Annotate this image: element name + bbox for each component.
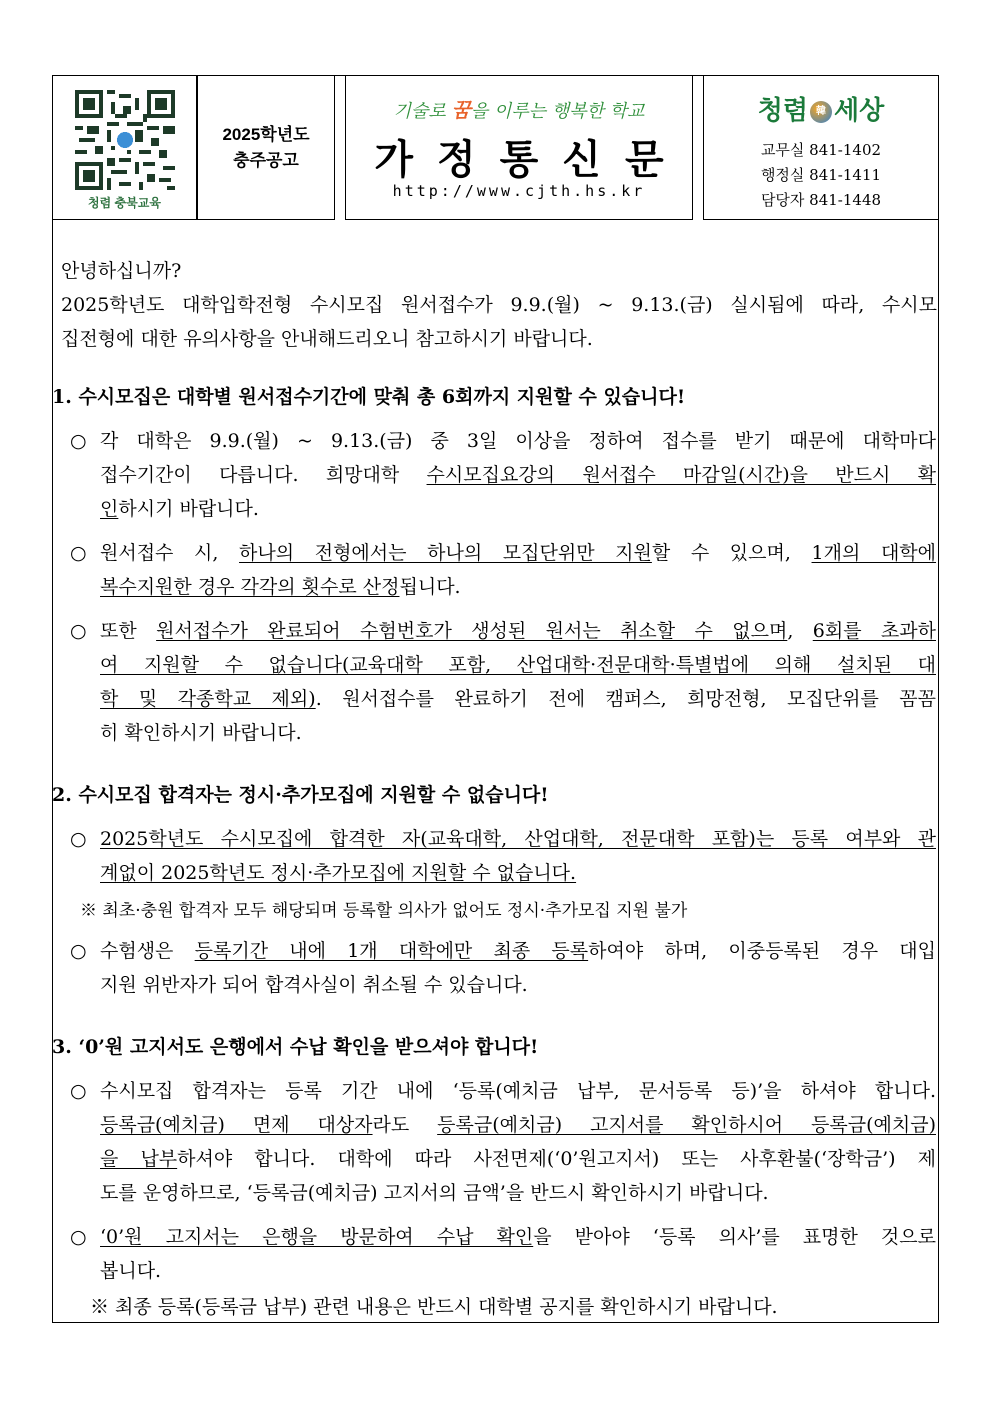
s2-b2-line-1: [100, 934, 936, 968]
s1-b1-underline-2: 인: [100, 498, 119, 520]
school-year-label: [198, 122, 334, 174]
contact-list: [704, 138, 938, 213]
s1-b3-underline: 원서접수가 완료되어 수험번호가 생성된 원서는 취소할 수 없으며: [156, 620, 788, 642]
logo-emblem-icon: 韓: [810, 101, 832, 123]
qr-caption: 청렴 충북교육: [88, 196, 161, 210]
intro-line-2: 집전형에 대한 유의사항을 안내해드리오니 참고하시기 바랍니다.: [61, 328, 593, 350]
bullet-icon: ○: [70, 1226, 87, 1248]
s2-b1-line-1: 2025학년도 수시모집에 합격한 자(교육대학, 산업대학, 전문대학 포함)는 등록 여부와 관: [100, 828, 936, 850]
s3-b2-line-1: [100, 1220, 936, 1254]
school-name: 충주공고: [233, 151, 299, 170]
s1-b1-line-3: [100, 492, 259, 526]
qr-code-icon: [75, 90, 175, 190]
s1-b1-line-2: [100, 458, 936, 492]
title-box: [345, 75, 693, 220]
contact-box: [703, 75, 939, 220]
s3-b1-text: 라도: [372, 1114, 438, 1136]
s1-b1-text-2: 하시기 바랍니다.: [118, 498, 259, 520]
s1-b3-line-2: 여 지원할 수 없습니다(교육대학 포함, 산업대학·전문대학·특별법에 의해 설치된 대: [100, 654, 936, 676]
s1-b3-underline-3: 학 및 각종학교 제외): [100, 688, 316, 710]
qr-box: [52, 75, 197, 220]
slogan-post: 을 이루는 행복한 학교: [470, 101, 645, 122]
school-url[interactable]: http://www.cjth.hs.kr: [392, 182, 646, 200]
s3-b1-line-3: [100, 1142, 936, 1176]
bullet-icon: ○: [70, 542, 87, 564]
integrity-logo: [704, 90, 938, 127]
s2-b2-underline: 등록기간 내에 1개 대학에만 최종 등록: [194, 940, 589, 962]
greeting: 안녕하십니까?: [61, 260, 182, 282]
s1-b2-underline-3: 복수지원한 경우 각각의 횟수로 산정: [100, 576, 400, 598]
s3-b1-line-2: [100, 1108, 936, 1142]
s3-note: ※ 최종 등록(등록금 납부) 관련 내용은 반드시 대학별 공지를 확인하시기 바랍니다.: [90, 1296, 778, 1318]
slogan-dream: 꿈: [451, 98, 471, 122]
s3-b1-line-1: 수시모집 합격자는 등록 기간 내에 ‘등록(예치금 납부, 문서등록 등)’을 하셔야 합니다.: [100, 1080, 937, 1102]
s2-b2-line-2: 지원 위반자가 되어 합격사실이 취소될 수 있습니다.: [100, 974, 528, 996]
s3-b2-underline: ‘0’원 고지서는 은행을 방문하여 수납 확인: [100, 1226, 534, 1248]
s1-b2-text-2: 할 수 있으며,: [651, 542, 812, 564]
school-year-box: [197, 75, 335, 220]
bullet-icon: ○: [70, 620, 87, 642]
s3-b2-line-2: 봅니다.: [100, 1260, 162, 1282]
contact-academic-office: 교무실 841-1402: [760, 141, 882, 159]
s3-b1-underline-2: 등록금(예치금) 고지서를 확인하시어 등록금(예치금): [437, 1114, 936, 1136]
school-slogan: [346, 94, 692, 123]
s1-b2-underline-2: 1개의 대학에: [811, 542, 937, 564]
s1-b3-text-2: ,: [787, 620, 813, 642]
s2-b2-text-2: 하여야 하며, 이중등록된 경우 대입: [588, 940, 936, 962]
logo-right: 세상: [834, 96, 885, 126]
s2-b2-text: 수험생은: [100, 940, 195, 962]
s2-b1-line-2: 계없이 2025학년도 정시·추가모집에 지원할 수 없습니다.: [100, 862, 577, 884]
s1-b2-text: 원서접수 시,: [100, 542, 240, 564]
s1-b2-line-1: [100, 536, 936, 570]
s1-b2-underline: 하나의 전형에서는 하나의 모집단위만 지원: [239, 542, 652, 564]
s3-b1-underline-3: 을 납부: [100, 1148, 178, 1170]
intro-line-1: 2025학년도 대학입학전형 수시모집 원서접수가 9.9.(월) ~ 9.13.(금) 실시됨에 따라, 수시모: [61, 294, 937, 316]
s3-b1-line-4: 도를 운영하므로, ‘등록금(예치금) 고지서의 금액’을 반드시 확인하시기 바랍니다.: [100, 1182, 769, 1204]
section-3-heading: 3. ‘0’원 고지서도 은행에서 수납 확인을 받으셔야 합니다!: [52, 1036, 539, 1058]
bullet-icon: ○: [70, 430, 87, 452]
s1-b2-text-3: 됩니다.: [399, 576, 461, 598]
logo-left: 청렴: [757, 96, 808, 126]
s1-b1-text: 접수기간이 다릅니다. 희망대학: [100, 464, 427, 486]
section-1-heading: 1. 수시모집은 대학별 원서접수기간에 맞춰 총 6회까지 지원할 수 있습니다!: [52, 386, 686, 408]
contact-person: 담당자 841-1448: [760, 191, 882, 209]
bullet-icon: ○: [70, 828, 87, 850]
section-2-heading: 2. 수시모집 합격자는 정시·추가모집에 지원할 수 없습니다!: [52, 784, 549, 806]
s1-b3-line-4: 히 확인하시기 바랍니다.: [100, 722, 302, 744]
s1-b2-line-2: [100, 570, 461, 604]
s3-b1-text-2: 하셔야 합니다. 대학에 따라 사전면제(‘0’원고지서) 또는 사후환불(‘장학금’) 제: [177, 1148, 936, 1170]
s1-b1-line-1: 각 대학은 9.9.(월) ~ 9.13.(금) 중 3일 이상을 정하여 접수를 받기 때문에 대학마다: [100, 430, 936, 452]
s1-b3-line-1: [100, 614, 936, 648]
s3-b1-underline: 등록금(예치금) 면제 대상자: [100, 1114, 373, 1136]
s1-b3-line-3: [100, 682, 936, 716]
page-title: 가정통신문: [374, 137, 688, 183]
contact-admin-office: 행정실 841-1411: [760, 166, 882, 184]
s2-note: ※ 최초·충원 합격자 모두 해당되며 등록할 의사가 없어도 정시·추가모집 지원 불가: [80, 901, 688, 921]
s1-b3-text: 또한: [100, 620, 157, 642]
slogan-pre: 기술로: [393, 101, 452, 122]
s1-b3-underline-2: 6회를 초과하: [812, 620, 936, 642]
bullet-icon: ○: [70, 940, 87, 962]
s1-b1-underline: 수시모집요강의 원서접수 마감일(시간)을 반드시 확: [426, 464, 937, 486]
s3-b2-text: 을 받아야 ‘등록 의사’를 표명한 것으로: [533, 1226, 936, 1248]
school-year: 2025학년도: [222, 125, 310, 144]
bullet-icon: ○: [70, 1080, 87, 1102]
s1-b3-text-3: . 원서접수를 완료하기 전에 캠퍼스, 희망전형, 모집단위를 꼼꼼: [315, 688, 936, 710]
